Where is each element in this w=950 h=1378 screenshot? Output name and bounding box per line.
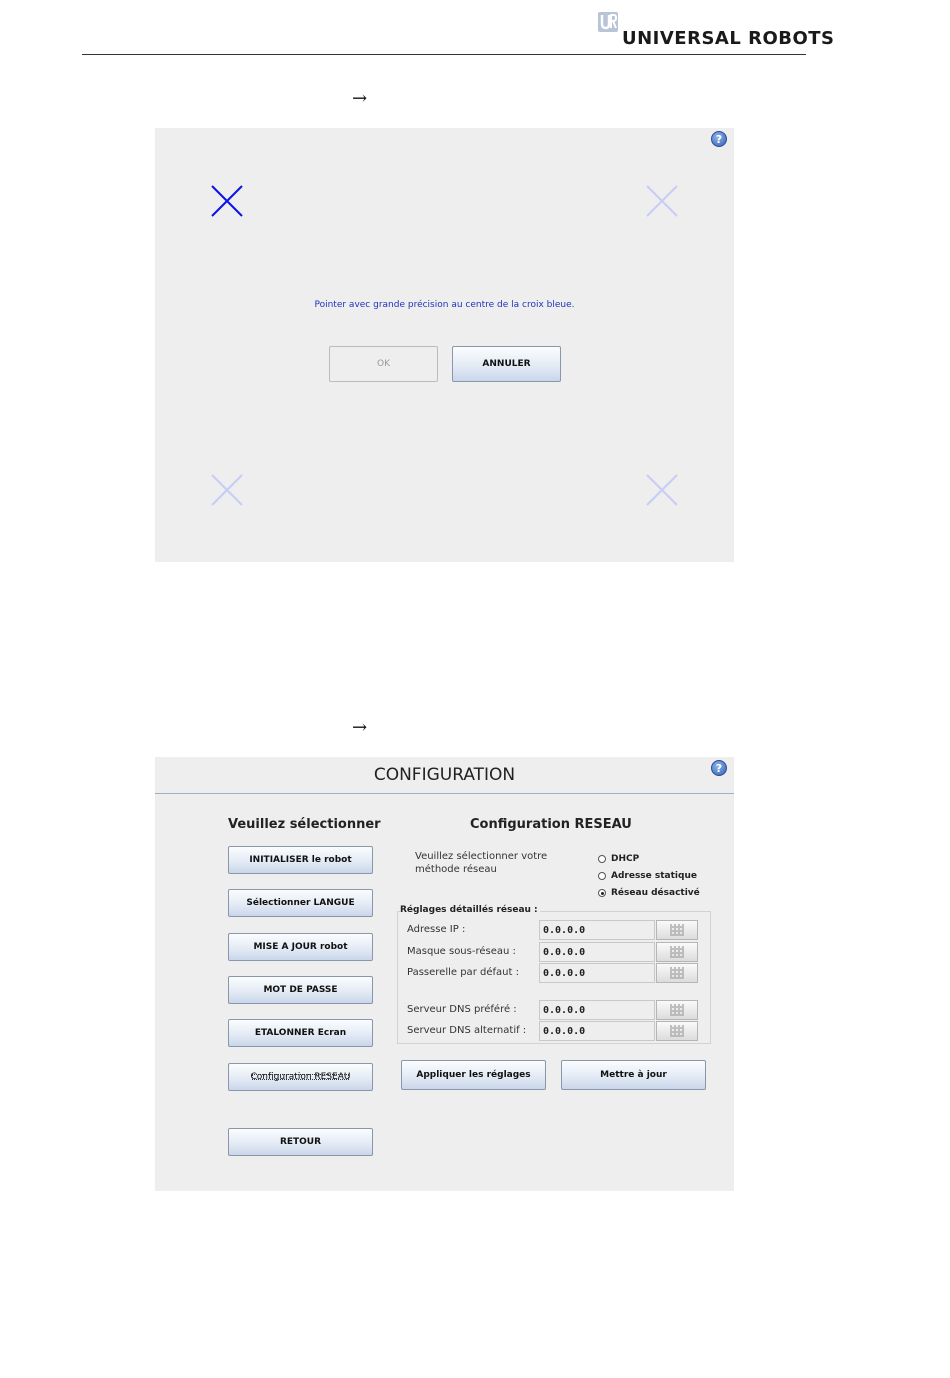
target-cross-icon [645,184,679,218]
update-button[interactable]: Mettre à jour [561,1060,706,1090]
preferred-dns-label: Serveur DNS préféré : [407,1004,517,1015]
radio-network-disabled[interactable] [598,888,700,898]
preferred-dns-field[interactable]: 0.0.0.0 [539,1000,655,1020]
initialize-robot-button[interactable]: INITIALISER le robot [228,846,373,874]
radio-selected-icon [598,889,606,897]
apply-settings-button[interactable]: Appliquer les réglages [401,1060,546,1090]
gateway-label: Passerelle par défaut : [407,967,519,978]
keyboard-button[interactable] [656,942,698,962]
target-cross-icon [645,473,679,507]
back-button[interactable]: RETOUR [228,1128,373,1156]
network-config-button[interactable] [228,1063,373,1091]
cancel-button[interactable]: ANNULER [452,346,561,382]
network-method-label: Veuillez sélectionner votre méthode réseau [415,851,548,875]
brand-name: UNIVERSAL ROBOTS [622,28,835,49]
header-rule [82,54,806,55]
subnet-mask-field[interactable]: 0.0.0.0 [539,942,655,962]
ur-logo-icon [598,12,618,32]
radio-dhcp[interactable] [598,854,639,864]
calibration-instruction: Pointer avec grande précision au centre de la croix bleue. [314,300,575,310]
keyboard-icon [670,946,684,958]
keyboard-icon [670,1025,684,1037]
radio-label: DHCP [611,854,640,864]
active-target-cross-icon[interactable] [210,184,244,218]
radio-static-address[interactable] [598,871,697,881]
calibrate-screen-button[interactable]: ETALONNER Ecran [228,1019,373,1047]
network-details-heading: Réglages détaillés réseau : [400,905,538,915]
password-button[interactable]: MOT DE PASSE [228,976,373,1004]
gateway-field[interactable]: 0.0.0.0 [539,963,655,983]
ok-button[interactable]: OK [329,346,438,382]
network-config-label: Configuration RESEAU [250,1072,351,1082]
radio-label: Réseau désactivé [611,888,700,898]
calibration-screen [155,128,734,562]
radio-icon [598,855,606,863]
select-language-button[interactable]: Sélectionner LANGUE [228,889,373,917]
target-cross-icon [210,473,244,507]
help-icon[interactable]: ? [711,131,727,147]
keyboard-button[interactable] [656,920,698,940]
ip-address-label: Adresse IP : [407,924,466,935]
keyboard-icon [670,924,684,936]
ip-address-field[interactable]: 0.0.0.0 [539,920,655,940]
alternate-dns-label: Serveur DNS alternatif : [407,1025,527,1036]
title-divider [155,793,734,794]
arrow-icon: → [352,88,368,109]
configuration-screen [155,757,734,1191]
subnet-mask-label: Masque sous-réseau : [407,946,516,957]
radio-label: Adresse statique [611,871,697,881]
keyboard-icon [670,967,684,979]
keyboard-icon [670,1004,684,1016]
brand-logo [598,10,835,50]
update-robot-button[interactable]: MISE A JOUR robot [228,933,373,961]
keyboard-button[interactable] [656,1000,698,1020]
keyboard-button[interactable] [656,963,698,983]
keyboard-button[interactable] [656,1021,698,1041]
radio-icon [598,872,606,880]
menu-heading: Veuillez sélectionner [228,817,381,832]
network-heading: Configuration RESEAU [470,817,632,832]
arrow-icon: → [352,717,368,738]
alternate-dns-field[interactable]: 0.0.0.0 [539,1021,655,1041]
help-icon[interactable]: ? [711,760,727,776]
page-title: CONFIGURATION [373,765,516,785]
